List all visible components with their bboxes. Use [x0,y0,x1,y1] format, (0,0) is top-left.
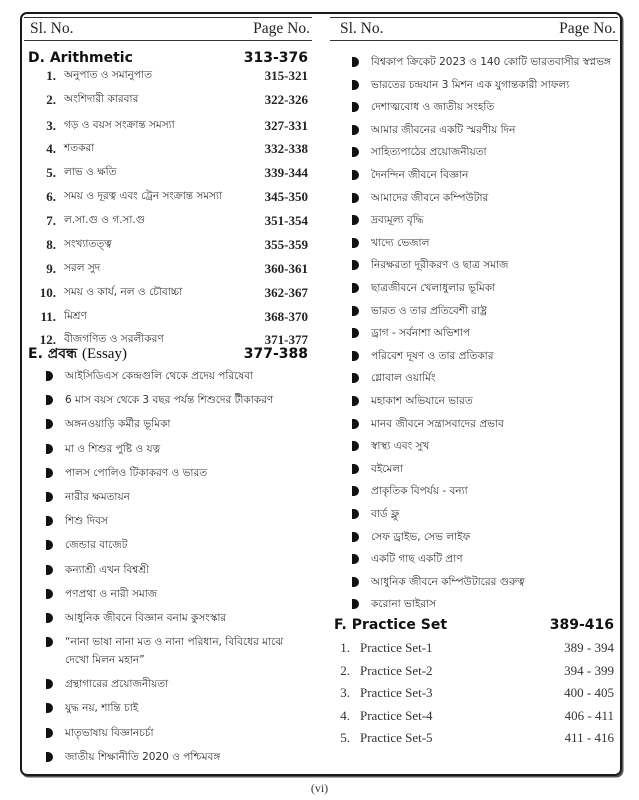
essay-list-item [352,369,618,387]
item-number: 4. [46,141,56,156]
essay-list-item [352,482,618,500]
essay-list-item [352,460,618,478]
essay-list-item [352,595,618,613]
item-pages: 332-338 [264,141,308,156]
item-title: মা ও শিশুর পুষ্টি ও যত্ন [65,442,161,455]
toc-row [330,683,618,703]
item-number: 8. [46,237,56,252]
item-number: 2. [46,92,56,107]
bullet-icon [46,613,53,623]
section-title: F. Practice Set [334,617,448,633]
bullet-icon [352,509,359,519]
item-title: কন্যাশ্রী এখন বিশ্বশ্রী [65,563,150,576]
section-pages: 313-376 [243,50,308,66]
essay-list-item [352,550,618,568]
item-title: শতকরা [64,141,95,154]
bullet-icon [352,238,359,248]
item-title: গ্লোবাল ওয়ার্মিং [371,372,436,385]
bullet-icon [46,468,53,478]
item-title: করোনা ভাইরাস [371,598,437,611]
item-title: আধুনিক জীবনে কম্পিউটারের গুরুত্ব [371,575,525,588]
item-title: ছাত্রজীবনে খেলাধুলার ভূমিকা [371,282,496,294]
essay-list-item [352,415,618,433]
toc-row [330,661,618,681]
item-title: Practice Set-5 [360,730,433,746]
item-title: খাদ্যে ভেজাল [371,236,430,249]
toc-row [330,706,618,726]
toc-row [24,187,312,207]
item-title: ড্রাগ - সর্বনাশা অভিশাপ [371,327,471,340]
item-title: আমার জীবনের একটি স্মরণীয় দিন [371,123,516,136]
essay-list-item [352,53,618,71]
item-pages: 322-326 [264,92,308,107]
bullet-icon [352,147,359,157]
item-number: 6. [46,189,56,204]
item-pages: 368-370 [264,309,308,324]
item-title: শিশু দিবস [65,515,108,528]
item-title: জেন্ডার বাজেট [65,539,128,552]
essay-list-item [46,609,308,627]
item-pages: 371-377 [264,332,308,347]
bullet-icon [46,371,53,381]
essay-list-item [46,724,308,742]
section-heading-arithmetic [24,50,312,66]
item-title: নারীর ক্ষমতায়ন [65,491,130,503]
essay-list-item [352,505,618,523]
section-title-english: (Essay) [81,346,127,362]
item-number: 5. [46,165,56,180]
bullet-icon [352,599,359,609]
page-no-header: Page No. [559,20,616,37]
sl-no-header: Sl. No. [340,20,384,37]
item-pages: 400 - 405 [564,685,614,701]
toc-row [330,638,618,658]
bullet-icon [352,441,359,451]
item-title: অংশিদারী কারবার [64,92,139,105]
toc-row [24,66,312,86]
item-title: সময় ও কার্য, নল ও চৌবাচ্চা [64,285,183,298]
bullet-icon [46,565,53,575]
item-title: বইমেলা [371,462,404,475]
item-pages: 327-331 [264,118,308,133]
essay-list-item [46,561,308,579]
item-title: অঙ্গনওয়াড়ি কর্মীর ভূমিকা [65,418,171,431]
bullet-icon [46,419,53,429]
essay-list-item [352,256,618,274]
item-title: আমাদের জীবনে কম্পিউটার [371,191,489,204]
essay-list-item [352,573,618,591]
item-title: সেফ ড্রাইভ, সেভ লাইফ [371,530,471,543]
essay-list-item [46,633,308,669]
essay-list-item [352,143,618,161]
bullet-icon [352,351,359,361]
item-number: 2. [340,662,350,678]
toc-row [24,283,312,303]
bullet-icon [46,395,53,405]
bullet-icon [352,215,359,225]
item-title: যুদ্ধ নয়, শান্তি চাই [65,702,139,715]
page-no-header: Page No. [253,20,310,37]
essay-list-item [46,585,308,603]
bullet-icon [352,396,359,406]
bullet-icon [46,752,53,762]
item-pages: 345-350 [264,189,308,204]
item-title: গ্রন্থাগারের প্রয়োজনীয়তা [65,678,169,691]
essay-list-item [46,748,308,766]
bullet-icon [46,444,53,454]
bullet-icon [46,589,53,599]
section-heading-essay [24,342,312,366]
toc-row [24,307,312,327]
bullet-icon [352,554,359,564]
item-pages: 406 - 411 [564,707,614,723]
item-title: স্বাস্থ্য এবং সুখ [371,440,430,453]
item-title: Practice Set-2 [360,662,433,678]
item-number: 7. [46,213,56,228]
item-title: প্রাকৃতিক বিপর্যয় - বন্যা [371,485,468,498]
item-number: 3. [46,118,56,133]
item-title: ভারত ও তার প্রতিবেশী রাষ্ট্র [371,304,487,317]
item-title: Practice Set-4 [360,707,433,723]
item-number: 3. [340,685,350,701]
item-number: 4. [340,707,350,723]
item-title: মানব জীবনে সন্ত্রাসবাদের প্রভাব [371,417,504,430]
bullet-icon [352,328,359,338]
toc-row [24,235,312,255]
item-title: সংখ্যাতত্ত্ব [64,237,112,250]
item-title: অনুপাত ও সমানুপাত [64,68,152,81]
toc-row [24,259,312,279]
essay-list-item [46,488,308,506]
item-title: মাতৃভাষায় বিজ্ঞানচর্চা [65,726,154,739]
essay-list-item [352,234,618,252]
bullet-icon [46,637,53,647]
item-pages: 411 - 416 [564,730,614,746]
essay-list-item [352,347,618,365]
item-title: দ্রব্যমূল্য বৃদ্ধি [371,214,424,227]
bullet-icon [352,260,359,270]
bullet-icon [352,373,359,383]
item-title: জাতীয় শিক্ষানীতি 2020 ও পশ্চিমবঙ্গ [65,750,221,763]
item-title: মিশ্রণ [64,309,87,322]
essay-list-item [46,415,308,433]
essay-list-item [352,392,618,410]
bullet-icon [46,703,53,713]
essay-list-item [46,675,308,693]
bullet-icon [46,540,53,550]
bullet-icon [352,102,359,112]
essay-list-item [46,512,308,530]
essay-list-item [46,536,308,554]
bullet-icon [352,419,359,429]
essay-list-item [352,76,618,94]
essay-list-item [352,302,618,320]
item-number: 12. [39,332,56,347]
item-title: Practice Set-1 [360,640,433,655]
item-title: বিশ্বকাপ ক্রিকেট 2023 ও 140 কোটি ভারতবাসীর স্বপ্নভঙ্গ [371,56,611,68]
essay-list-item [352,98,618,116]
sl-no-header: Sl. No. [30,20,74,37]
item-title: সাহিত্যপাঠের প্রয়োজনীয়তা [371,146,487,159]
toc-row [24,90,312,110]
page-number: (vi) [310,781,329,795]
item-pages: 339-344 [264,165,308,180]
item-pages: 389 - 394 [564,640,614,655]
item-pages: 355-359 [264,237,308,252]
essay-list-item [352,437,618,455]
bullet-icon [352,486,359,496]
item-title: নিরক্ষরতা দূরীকরণ ও ছাত্র সমাজ [371,259,509,272]
toc-row [24,116,312,136]
bullet-icon [46,492,53,502]
item-title: দৈনন্দিন জীবনে বিজ্ঞান [371,169,469,181]
essay-list-item [46,367,308,385]
item-title: আইসিডিএস কেন্দ্রগুলি থেকে প্রদেয় পরিষেবা [65,370,254,382]
item-title: “নানা ভাষা নানা মত ও নানা পরিধান, বিবিধের মাঝে দেখো মিলন মহান” [65,636,284,667]
item-number: 1. [46,68,56,83]
column-header [330,17,618,41]
section-title: E. প্রবন্ধ [28,346,78,362]
toc-row [24,163,312,183]
section-title: D. Arithmetic [28,50,133,66]
toc-row [24,211,312,231]
toc-row [24,139,312,159]
bullet-icon [352,80,359,90]
essay-list-item [46,699,308,717]
item-title: পণপ্রথা ও নারী সমাজ [65,587,158,600]
essay-list-item [352,166,618,184]
item-title: 6 মাস বয়স থেকে 3 বছর পর্যন্ত শিশুদের টীকাকরণ [65,394,274,407]
bullet-icon [352,577,359,587]
column-header [24,17,312,41]
item-number: 9. [46,261,56,276]
item-title: ভারতের চন্দ্রযান 3 মিশন এক যুগান্তকারী সাফল্য [371,78,570,91]
bullet-icon [352,306,359,316]
essay-list-item [46,391,308,409]
essay-list-item [46,440,308,458]
bullet-icon [352,57,359,67]
bullet-icon [352,170,359,180]
essay-list-item [352,279,618,297]
section-pages: 377-388 [243,346,308,362]
item-number: 10. [39,285,56,300]
section-pages: 389-416 [549,617,614,633]
item-pages: 362-367 [264,285,308,300]
essay-list-item [352,528,618,546]
item-title: মহাকাশ অভিযানে ভারত [371,395,473,407]
item-title: পরিবেশ দূষণ ও তার প্রতিকার [371,349,494,362]
essay-list-item [352,211,618,229]
item-title: পালস পোলিও টিকাকরণ ও ভারত [65,466,208,479]
toc-row [330,728,618,748]
item-title: লাভ ও ক্ষতি [64,165,117,178]
bullet-icon [352,125,359,135]
item-title: ল.সা.গু ও গ.সা.গু [64,213,146,226]
essay-list-item [352,324,618,342]
bullet-icon [352,532,359,542]
item-title: আধুনিক জীবনে বিজ্ঞান বনাম কুসংস্কার [65,612,227,624]
item-pages: 360-361 [264,261,308,276]
bullet-icon [46,516,53,526]
bullet-icon [352,283,359,293]
section-heading-practice [330,617,618,633]
item-number: 11. [40,309,56,324]
item-title: বীজগণিত ও সরলীকরণ [64,332,164,345]
essay-list-item [352,189,618,207]
essay-list-item [46,464,308,482]
item-title: সময় ও দূরত্ব এবং ট্রেন সংক্রান্ত সমস্যা [64,189,223,202]
item-title: দেশাত্মবোধ ও জাতীয় সংহতি [371,101,495,114]
item-pages: 394 - 399 [564,662,614,678]
item-number: 1. [340,640,350,655]
bullet-icon [46,728,53,738]
item-number: 5. [340,730,350,746]
item-title: সরল সুদ [64,261,101,274]
essay-list-item [352,121,618,139]
item-title: গড় ও বয়স সংক্রান্ত সমস্যা [64,118,175,131]
item-pages: 351-354 [264,213,308,228]
bullet-icon [352,464,359,474]
item-title: বার্ড ফ্লু [371,508,400,520]
item-title: Practice Set-3 [360,685,433,701]
bullet-icon [46,679,53,689]
bullet-icon [352,193,359,203]
item-title: একটি গাছ একটি প্রাণ [371,553,463,566]
item-pages: 315-321 [264,68,308,83]
